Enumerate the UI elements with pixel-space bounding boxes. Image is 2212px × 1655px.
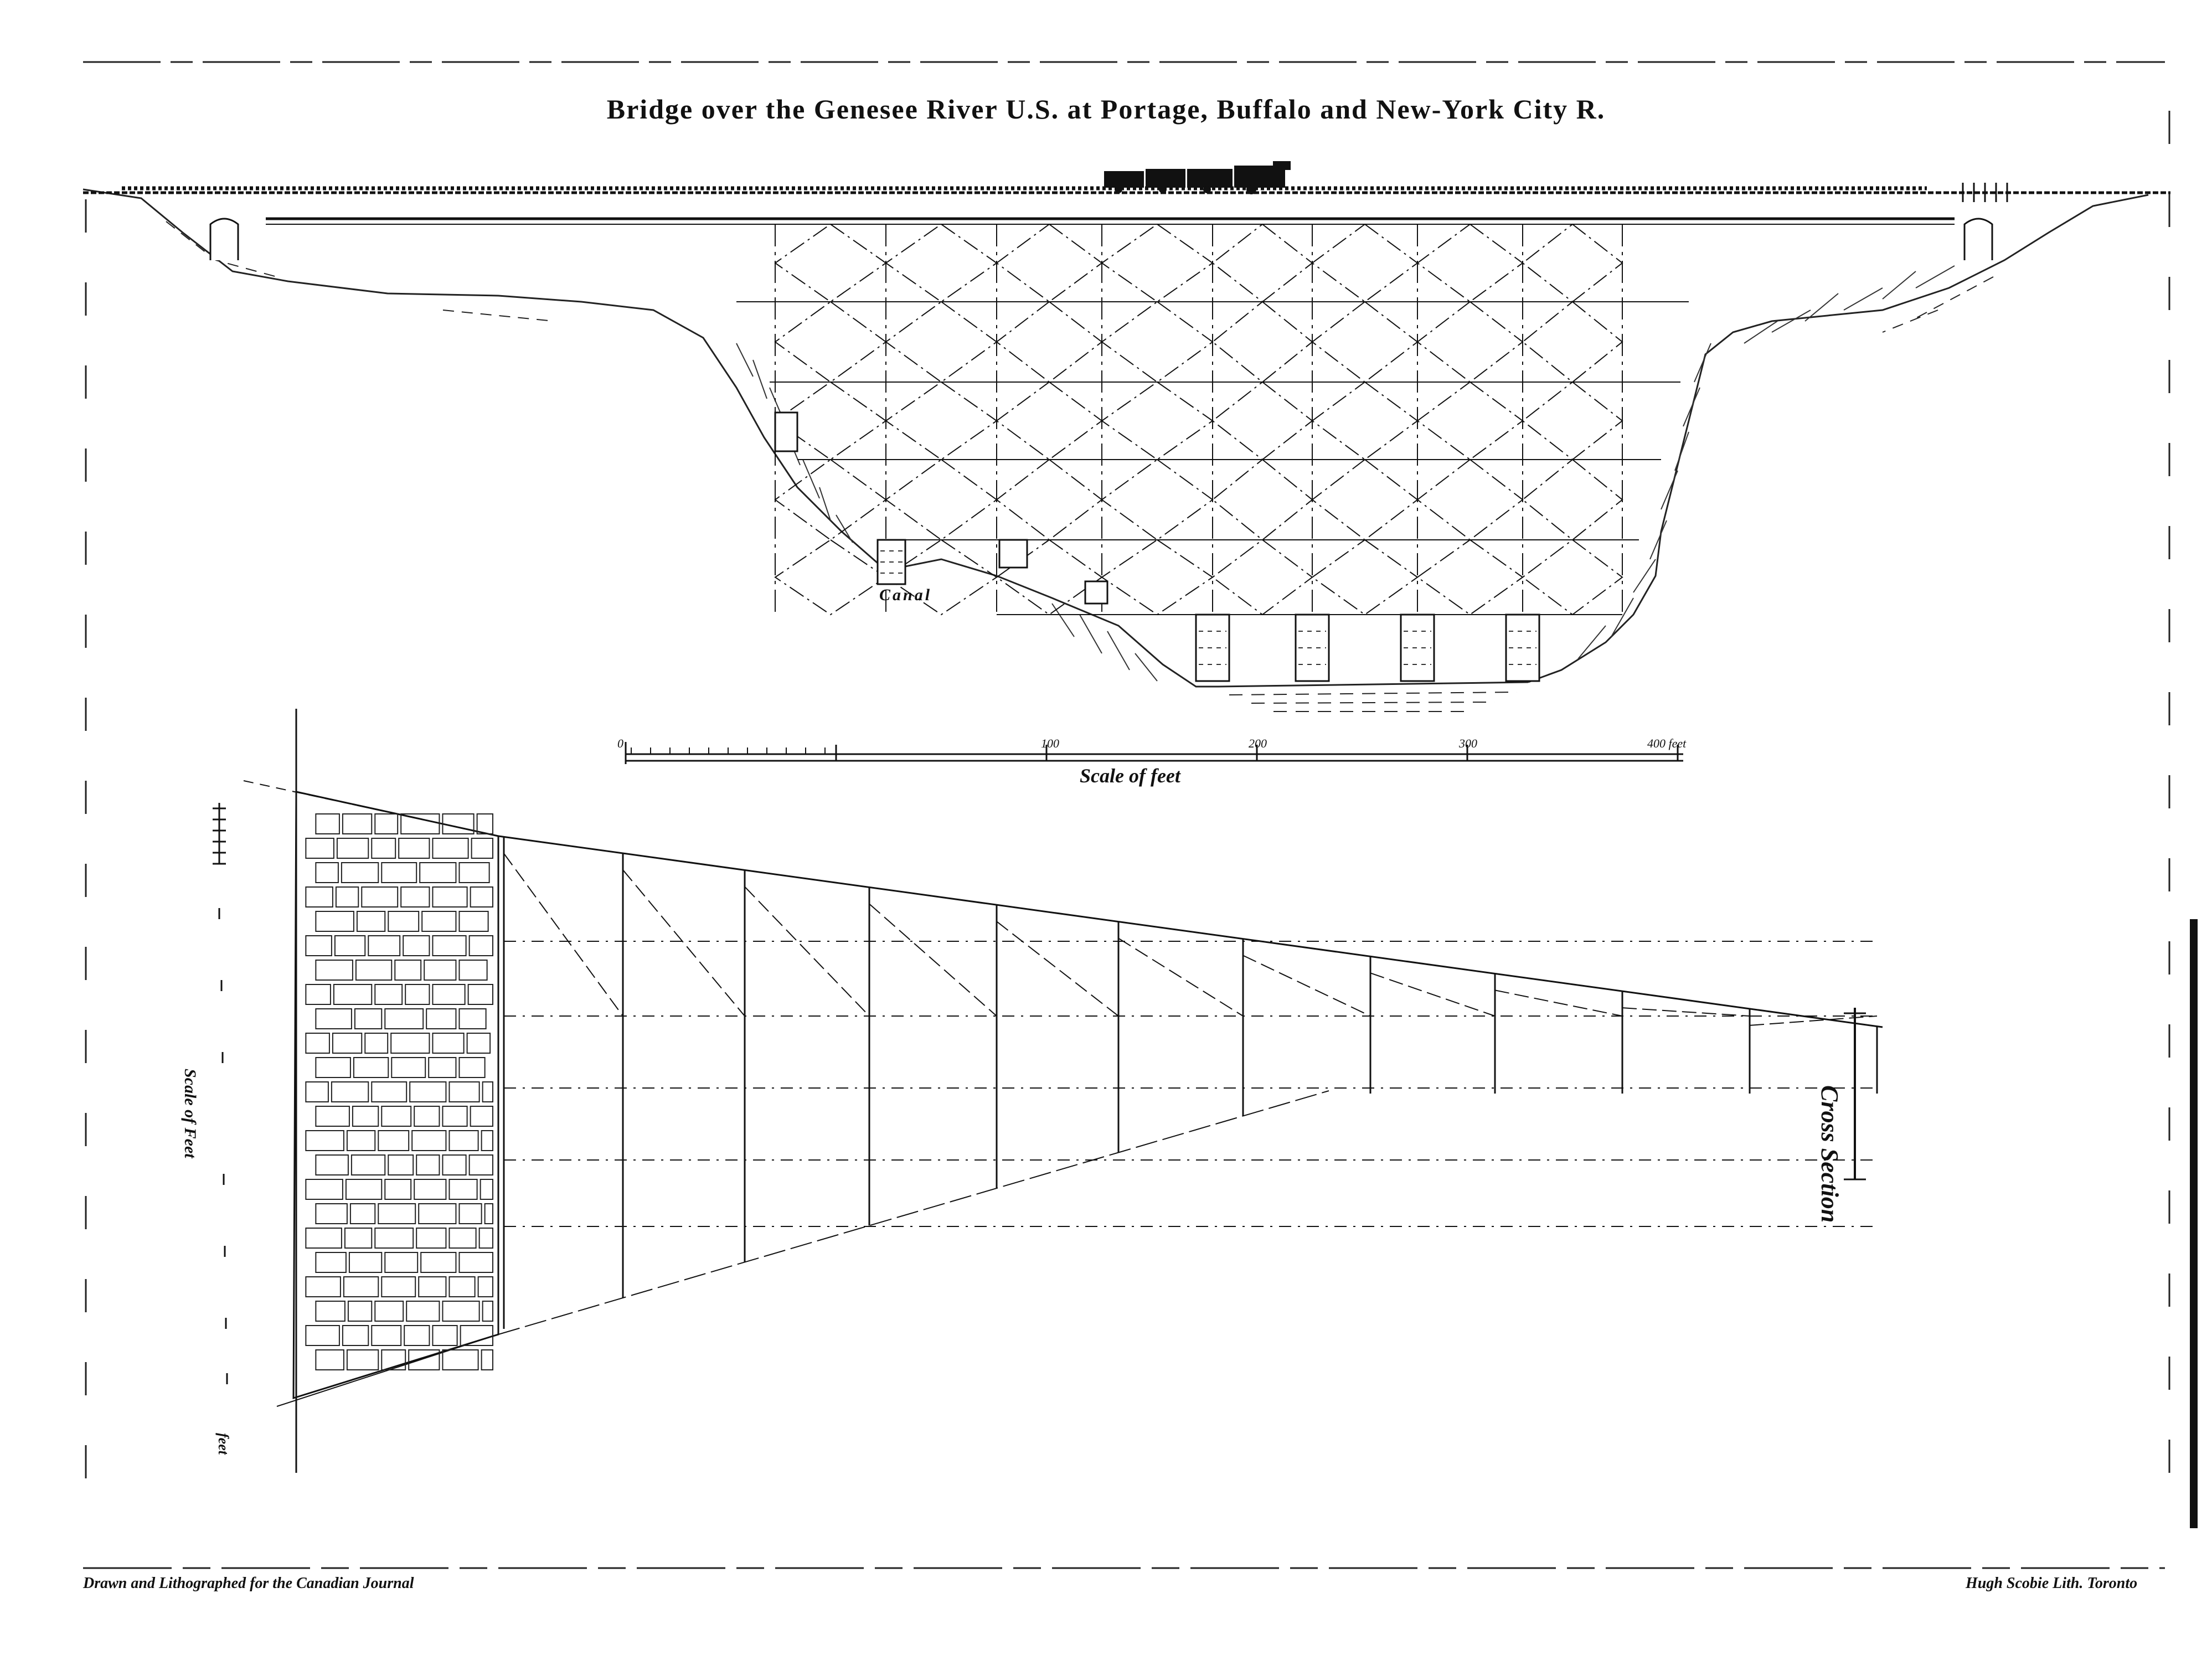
trestle-brace: [1312, 382, 1417, 460]
masonry-block: [405, 984, 429, 1004]
trestle-brace: [997, 224, 1102, 302]
masonry-block: [316, 814, 339, 834]
masonry-block: [343, 1326, 368, 1345]
masonry-block: [432, 1033, 463, 1053]
trestle-brace: [1102, 302, 1213, 382]
masonry-block: [385, 1009, 423, 1029]
masonry-block: [316, 1058, 350, 1077]
xsection-brace: [1370, 973, 1495, 1016]
masonry-block: [381, 1277, 415, 1297]
masonry-block: [391, 1033, 429, 1053]
trestle-brace: [997, 460, 1102, 540]
masonry-block: [461, 1326, 493, 1345]
stone-piers: [775, 413, 1539, 681]
trestle-brace: [775, 302, 886, 382]
trestle-brace: [1523, 460, 1622, 540]
masonry-block: [449, 1277, 475, 1297]
pier-texture: [880, 551, 1536, 664]
masonry-block: [472, 838, 493, 858]
masonry-block: [477, 814, 493, 834]
masonry-block: [414, 1106, 439, 1126]
masonry-block: [388, 1155, 413, 1175]
masonry-block: [356, 960, 391, 980]
masonry-block: [391, 1058, 425, 1077]
masonry-block: [343, 814, 372, 834]
xsection-brace: [1243, 956, 1370, 1016]
masonry-block: [306, 838, 334, 858]
xsection-top-chord: [498, 836, 1883, 1027]
credit-left: Drawn and Lithographed for the Canadian Journal: [83, 1575, 414, 1592]
masonry-block: [316, 1252, 346, 1272]
trestle-brace: [1213, 382, 1312, 460]
scale-tick-200: 200: [1249, 736, 1267, 750]
masonry-block: [432, 887, 467, 907]
masonry-block: [372, 838, 395, 858]
masonry-block: [471, 887, 493, 907]
masonry-block: [416, 1155, 439, 1175]
masonry-block: [337, 838, 368, 858]
trestle-brace: [1213, 540, 1312, 615]
masonry-block: [306, 936, 332, 956]
trestle-brace: [1523, 224, 1622, 302]
masonry-block: [316, 911, 354, 931]
trestle-brace: [1523, 382, 1622, 460]
trestle-brace: [1312, 224, 1417, 302]
trestle-brace: [886, 302, 997, 382]
masonry-block: [442, 1301, 479, 1321]
masonry-block: [385, 1179, 411, 1199]
trestle-brace: [997, 382, 1102, 460]
masonry-block: [306, 1131, 344, 1151]
masonry-block: [442, 1106, 467, 1126]
masonry-block: [348, 1301, 372, 1321]
canal-label: Canal: [879, 586, 932, 604]
masonry-block: [316, 960, 353, 980]
xsection-brace: [745, 886, 869, 1016]
masonry-block: [316, 863, 338, 883]
masonry-block: [419, 1204, 456, 1224]
masonry-block: [414, 1179, 446, 1199]
scale-bar: [626, 742, 1683, 764]
masonry-block: [420, 863, 456, 883]
xsection-brace: [623, 870, 745, 1016]
masonry-block: [416, 1228, 446, 1248]
masonry-block: [401, 814, 439, 834]
scale-tick-400: 400 feet: [1647, 736, 1687, 750]
masonry-block: [344, 1277, 378, 1297]
masonry-block: [336, 887, 358, 907]
masonry-block: [375, 1301, 403, 1321]
masonry-block: [375, 984, 402, 1004]
masonry-block: [306, 887, 333, 907]
masonry-block: [432, 1326, 457, 1345]
masonry-block: [385, 1252, 417, 1272]
masonry-block: [419, 1277, 446, 1297]
masonry-block: [349, 1252, 381, 1272]
cross-section-label: Cross Section: [1816, 1085, 1843, 1223]
masonry-block: [421, 1252, 456, 1272]
masonry-block: [449, 1179, 477, 1199]
masonry-block: [332, 1082, 368, 1102]
masonry-block: [482, 1350, 493, 1370]
trestle-brace: [1102, 224, 1213, 302]
trestle-brace: [886, 224, 997, 302]
trestle-brace: [1102, 540, 1213, 615]
masonry-block: [429, 1058, 456, 1077]
masonry-block: [442, 814, 473, 834]
xsection-brace: [869, 904, 997, 1016]
masonry-block: [347, 1131, 375, 1151]
masonry-block: [378, 1204, 415, 1224]
scale-tick-0: 0: [617, 736, 623, 750]
xsection-brace: [997, 921, 1118, 1016]
trestle-brace: [1417, 460, 1523, 540]
trestle-brace: [886, 460, 997, 540]
masonry-block: [306, 1277, 341, 1297]
trestle-brace: [1213, 460, 1312, 540]
masonry-block: [355, 1009, 381, 1029]
masonry-block: [468, 984, 493, 1004]
masonry-block: [471, 1106, 493, 1126]
side-scale: [213, 803, 227, 1384]
masonry-block: [306, 1326, 339, 1345]
masonry-block: [316, 1106, 349, 1126]
side-scale-label: Scale of Feet: [181, 1069, 199, 1158]
trestle-brace: [1523, 540, 1622, 615]
scale-tick-100: 100: [1041, 736, 1059, 750]
masonry-block: [459, 1058, 484, 1077]
xsection-brace: [504, 853, 623, 1016]
masonry-block: [316, 1204, 347, 1224]
masonry-block: [470, 1155, 493, 1175]
masonry-block: [306, 1033, 329, 1053]
masonry-block: [354, 1058, 388, 1077]
masonry-block: [306, 984, 331, 1004]
scale-label: Scale of feet: [1080, 765, 1180, 787]
trestle-brace: [775, 224, 886, 302]
trestle-brace: [1523, 302, 1622, 382]
masonry-block: [449, 1228, 476, 1248]
masonry-block: [404, 1326, 429, 1345]
side-feet-label: feet: [215, 1433, 231, 1455]
masonry-block: [388, 911, 419, 931]
masonry-block: [409, 1350, 439, 1370]
masonry-block: [365, 1033, 388, 1053]
masonry-block: [381, 1106, 411, 1126]
masonry-block: [316, 1350, 344, 1370]
masonry-block: [353, 1106, 378, 1126]
xsection-brace: [1118, 939, 1243, 1016]
masonry-block: [375, 814, 398, 834]
masonry-block: [442, 1350, 478, 1370]
masonry-block: [345, 1228, 372, 1248]
masonry-block: [368, 936, 400, 956]
masonry-block: [406, 1301, 439, 1321]
trestle-brace: [1417, 540, 1523, 615]
masonry-block: [483, 1301, 493, 1321]
masonry-block: [357, 911, 385, 931]
ground-profile: [83, 189, 2148, 712]
masonry-block: [459, 863, 489, 883]
scale-tick-300: 300: [1459, 736, 1477, 750]
masonry-block: [334, 984, 372, 1004]
masonry-block: [410, 1082, 446, 1102]
masonry-block: [432, 936, 466, 956]
cross-section-masonry: [244, 709, 498, 1473]
trestle-brace: [775, 460, 886, 540]
masonry-block: [346, 1179, 381, 1199]
trestle-brace: [1102, 382, 1213, 460]
masonry-block: [483, 1082, 493, 1102]
masonry-block: [306, 1082, 328, 1102]
masonry-block: [362, 887, 398, 907]
masonry-block: [467, 1033, 490, 1053]
masonry-block: [479, 1228, 493, 1248]
masonry-block: [333, 1033, 362, 1053]
masonry-block: [449, 1082, 479, 1102]
trestle-brace: [1417, 302, 1523, 382]
masonry-block: [478, 1277, 493, 1297]
masonry-block: [470, 936, 493, 956]
trestle-brace: [775, 540, 886, 615]
masonry-block: [459, 1252, 493, 1272]
trestle-brace: [1417, 382, 1523, 460]
masonry-block: [432, 984, 465, 1004]
masonry-block: [372, 1326, 401, 1345]
trestle-brace: [1312, 540, 1417, 615]
xsection-brace: [1495, 990, 1622, 1016]
masonry-block: [342, 863, 378, 883]
masonry-block: [306, 1179, 343, 1199]
masonry-block: [378, 1131, 409, 1151]
masonry-block: [381, 863, 416, 883]
masonry-blocks: [306, 814, 493, 1370]
border-lines: [83, 62, 2169, 1568]
credit-right: Hugh Scobie Lith. Toronto: [1966, 1575, 2138, 1592]
trestle-brace: [1102, 460, 1213, 540]
masonry-block: [481, 1179, 493, 1199]
masonry-block: [412, 1131, 446, 1151]
masonry-block: [422, 911, 456, 931]
rock-hatching: [736, 266, 1955, 681]
masonry-block: [459, 911, 488, 931]
masonry-block: [395, 960, 421, 980]
masonry-block: [306, 1228, 342, 1248]
trestle-brace: [886, 382, 997, 460]
xsection-brace: [1622, 1008, 1750, 1016]
masonry-block: [352, 1155, 385, 1175]
masonry-block: [316, 1155, 348, 1175]
masonry-block: [316, 1009, 352, 1029]
masonry-block: [426, 1009, 456, 1029]
masonry-block: [335, 936, 365, 956]
masonry-block: [442, 1155, 466, 1175]
trestle-brace: [1417, 224, 1523, 302]
deck: [83, 188, 2170, 224]
masonry-block: [485, 1204, 493, 1224]
trestle-brace: [1312, 460, 1417, 540]
masonry-block: [459, 1204, 481, 1224]
trestle-brace: [997, 302, 1102, 382]
masonry-block: [449, 1131, 478, 1151]
masonry-block: [459, 960, 487, 980]
cross-section-frame: [498, 836, 1883, 1334]
masonry-block: [350, 1204, 375, 1224]
masonry-block: [459, 1009, 486, 1029]
masonry-block: [482, 1131, 493, 1151]
masonry-block: [375, 1228, 413, 1248]
masonry-block: [432, 838, 468, 858]
masonry-block: [424, 960, 456, 980]
masonry-block: [399, 838, 429, 858]
trestle-brace: [1213, 224, 1312, 302]
masonry-block: [347, 1350, 378, 1370]
plate-title: Bridge over the Genesee River U.S. at Portage, Buffalo and New-York City R.: [606, 94, 1606, 125]
masonry-block: [372, 1082, 406, 1102]
trestle-brace: [1213, 302, 1312, 382]
trestle-brace: [1312, 302, 1417, 382]
masonry-block: [403, 936, 429, 956]
masonry-block: [401, 887, 429, 907]
masonry-block: [316, 1301, 345, 1321]
